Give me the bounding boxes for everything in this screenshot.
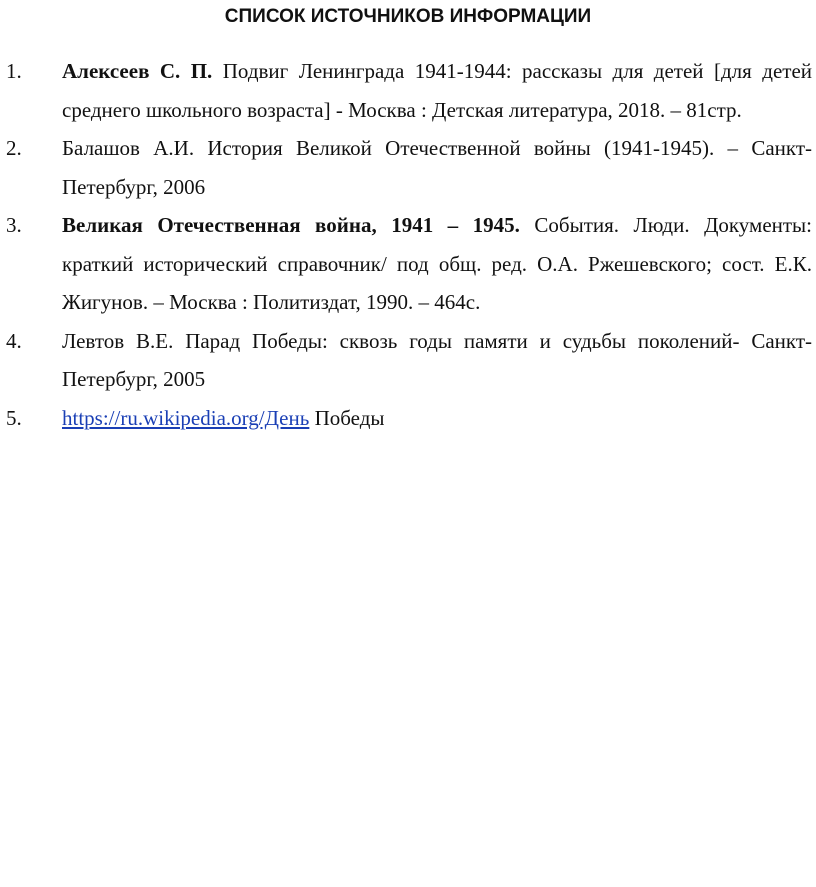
reference-number: 5. — [6, 405, 22, 430]
reference-description: Балашов А.И. История Великой Отечественной войны (1941-1945). – Санкт-Петербург, 2006 — [62, 136, 812, 199]
reference-text — [62, 322, 812, 399]
reference-item-4 — [0, 322, 816, 399]
reference-description: Левтов В.Е. Парад Победы: сквозь годы памяти и судьбы поколений- Санкт-Петербург, 2005 — [62, 328, 812, 391]
reference-number: 4. — [6, 328, 22, 353]
reference-title-bold: Великая Отечественная война, 1941 – 1945. — [62, 213, 520, 237]
page-title: СПИСОК ИСТОЧНИКОВ ИНФОРМАЦИИ — [224, 6, 592, 27]
reference-number: 3. — [6, 213, 22, 237]
reference-description: События. Люди. Документы: краткий исторический справочник/ под общ. ред. О.А. Ржешевского; сост. Е.К. Жигунов. – Москва : Политиздат, 1990. – 464с. — [62, 213, 812, 314]
wikipedia-link[interactable]: https://ru.wikipedia.org/День — [62, 405, 310, 430]
reference-author-bold: Алексеев С. П. — [62, 59, 213, 83]
reference-text — [62, 399, 812, 438]
reference-text — [62, 52, 812, 129]
reference-number: 2. — [6, 136, 22, 160]
reference-item-3 — [0, 206, 816, 322]
reference-text — [62, 206, 812, 322]
reference-description: Победы — [309, 405, 385, 430]
reference-item-1 — [0, 52, 816, 129]
reference-text — [62, 129, 812, 206]
reference-description: Подвиг Ленинграда 1941-1944: рассказы для детей [для детей среднего школьного возраста] - Москва : Детская литература, 2018. – 81стр. — [62, 59, 812, 122]
reference-number: 1. — [6, 59, 22, 83]
reference-item-2 — [0, 129, 816, 206]
reference-item-5 — [0, 399, 816, 438]
reference-list — [0, 52, 816, 437]
